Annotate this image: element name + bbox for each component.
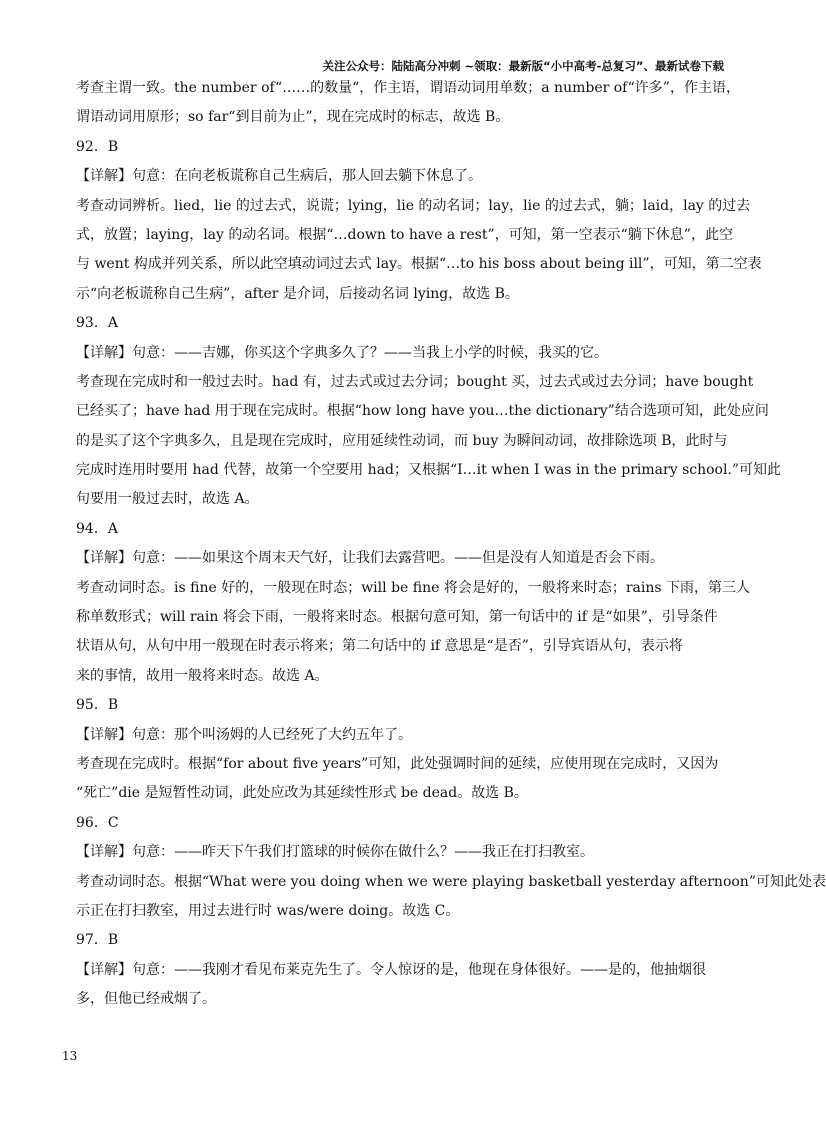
text-line: 【详解】句意：——我刚才看见布莱克先生了。令人惊讶的是，他现在身体很好。——是的，他抽烟很: [76, 961, 706, 978]
text-line: 称单数形式；will rain 将会下雨，一般将来时态。根据句意可知，第一句话中的 if 是“如果”，引导条件: [76, 609, 718, 626]
text-line: 考查现在完成时。根据“for about five years”可知，此处强调时间的延续，应使用现在完成时，又因为: [76, 755, 719, 772]
document-body: [76, 74, 826, 1015]
text-line: 考查主谓一致。the number of“……的数量“，作主语，谓语动词用单数；a number of“许多”，作主语，: [76, 80, 740, 96]
text-line: 示“向老板谎称自己生病”，after 是介词，后接动名词 lying，故选 B。: [76, 285, 519, 302]
text-line: 状语从句，从句中用一般现在时表示将来；第二句话中的 if 意思是“是否”，引导宾语从句，表示将: [76, 638, 683, 655]
text-line: 的是买了这个字典多久，且是现在完成时，应用延续性动词，而 buy 为瞬间动词，故排除选项 B，此时与: [76, 432, 728, 449]
text-line: 句要用一般过去时，故选 A。: [76, 491, 259, 508]
text-line: 【详解】句意：——如果这个周末天气好，让我们去露营吧。——但是没有人知道是否会下雨。: [76, 550, 664, 567]
question-number: 97．B: [76, 932, 119, 949]
text-line: 谓语动词用原形；so far“到目前为止”，现在完成时的标志，故选 B。: [76, 109, 510, 126]
question-number: 95．B: [76, 697, 119, 714]
text-line: 【详解】句意：那个叫汤姆的人已经死了大约五年了。: [76, 726, 412, 743]
text-line: 式，放置；laying，lay 的动名词。根据“…down to have a rest”，可知，第一空表示“躺下休息”，此空: [76, 226, 733, 243]
text-line: 来的事情，故用一般将来时态。故选 A。: [76, 667, 329, 684]
text-line: 【详解】句意：在向老板谎称自己生病后，那人回去躺下休息了。: [76, 168, 482, 185]
question-number: 96．C: [76, 814, 119, 831]
question-number: 94．A: [76, 520, 118, 537]
text-line: “死亡”die 是短暂性动词，此处应改为其延续性形式 be dead。故选 B。: [76, 785, 528, 802]
text-line: 考查动词时态。根据“What were you doing when we were playing basketball yesterday afternoon”可知此处表: [76, 873, 826, 890]
text-line: 多，但他已经戒烟了。: [76, 991, 216, 1008]
text-line: 与 went 构成并列关系，所以此空填动词过去式 lay。根据“…to his boss about being ill”，可知，第二空表: [76, 256, 762, 273]
text-line: 考查现在完成时和一般过去时。had 有，过去式或过去分词；bought 买，过去式或过去分词；have bought: [76, 373, 754, 390]
header-note: 关注公众号：陆陆高分冲刺 ~领取：最新版“小中高考-总复习”、最新试卷下载: [322, 59, 724, 73]
text-line: 考查动词辨析。lied，lie 的过去式，说谎；lying，lie 的动名词；lay，lie 的过去式，躺；laid，lay 的过去: [76, 197, 751, 214]
page-number: 13: [62, 1049, 78, 1063]
text-line: 示正在打扫教室，用过去进行时 was/were doing。故选 C。: [76, 902, 460, 919]
text-line: 【详解】句意：——吉娜，你买这个字典多久了？——当我上小学的时候，我买的它。: [76, 344, 608, 361]
text-line: 完成时连用时要用 had 代替，故第一个空要用 had；又根据“I…it when I was in the primary school.”可知此: [76, 462, 782, 479]
text-line: 已经买了；have had 用于现在完成时。根据“how long have you…the dictionary”结合选项可知，此处应问: [76, 403, 769, 420]
question-number: 92．B: [76, 138, 119, 155]
text-line: 【详解】句意：——昨天下午我们打篮球的时候你在做什么？——我正在打扫教室。: [76, 844, 594, 861]
text-line: 考查动词时态。is fine 好的，一般现在时态；will be fine 将会是好的，一般将来时态；rains 下雨，第三人: [76, 579, 751, 596]
question-number: 93．A: [76, 315, 118, 332]
